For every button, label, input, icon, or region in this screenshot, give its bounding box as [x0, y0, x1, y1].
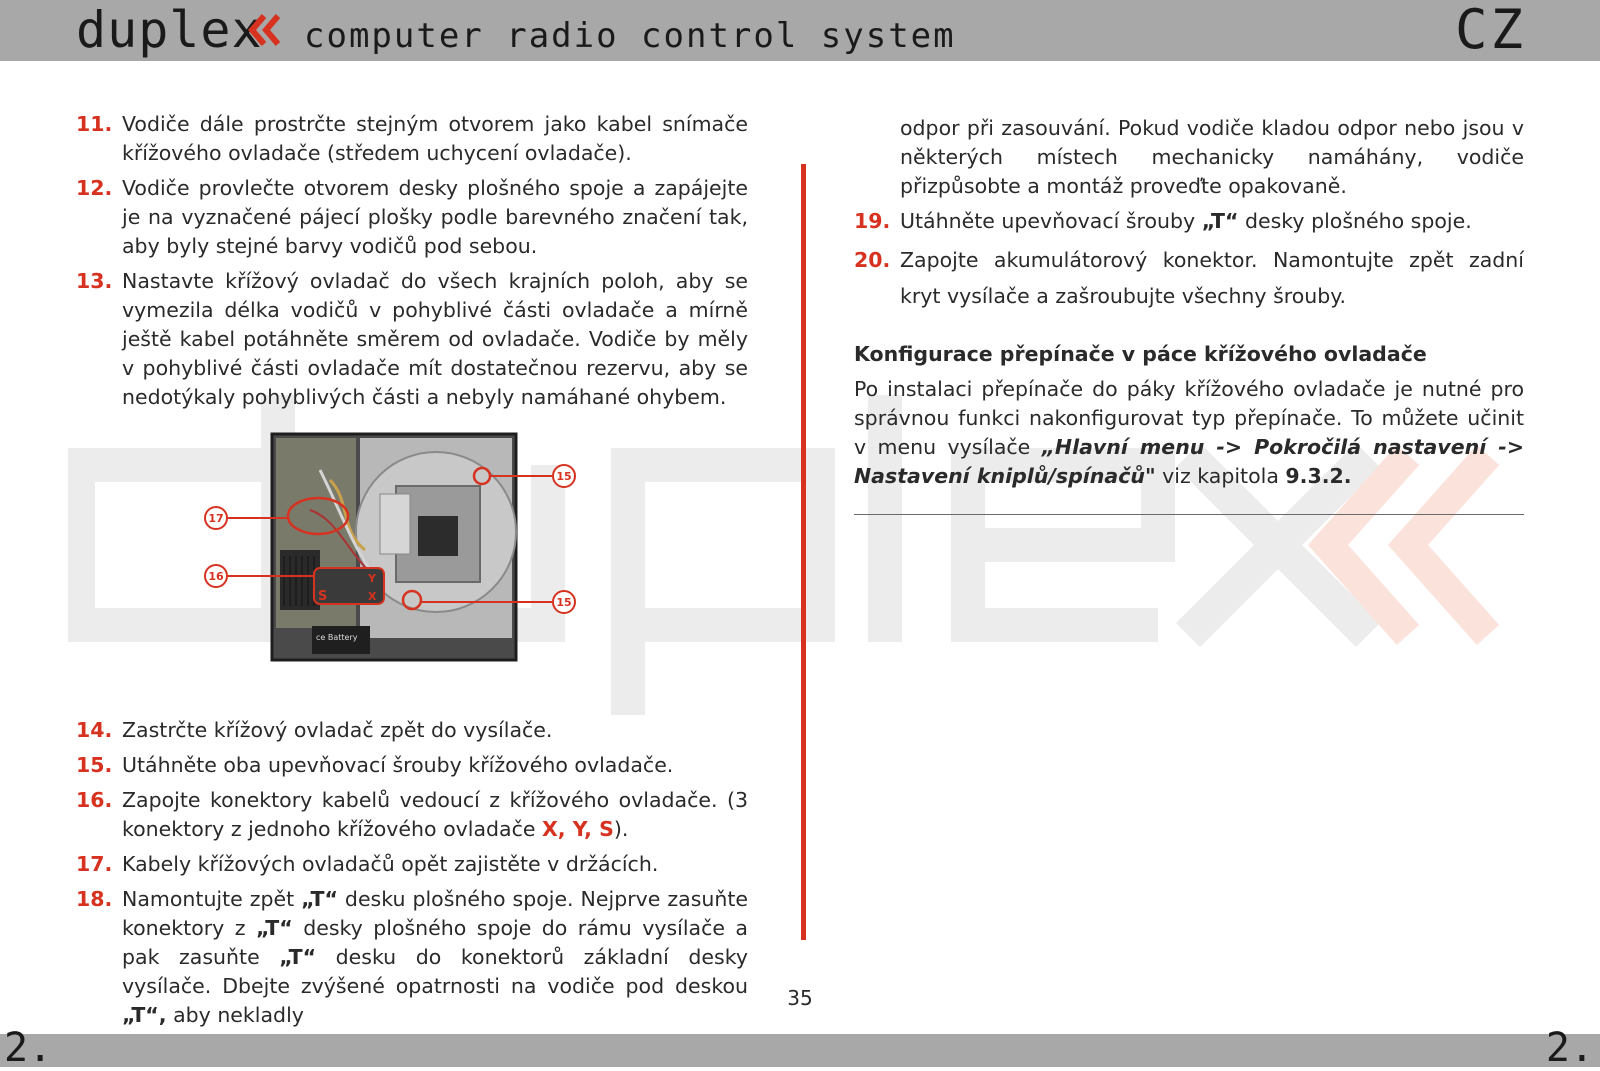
step-text: Zapojte konektory kabelů vedoucí z křížového ovladače. (3 konektory z jednoho křížového ovladače	[122, 788, 748, 841]
step-number: 19.	[854, 209, 891, 233]
step-11	[76, 110, 748, 168]
callout-15-top-label: 15	[556, 470, 572, 483]
label-x: X	[368, 590, 377, 603]
step-14	[76, 716, 748, 745]
step-13	[76, 267, 748, 412]
step-16	[76, 786, 748, 844]
step-text: Zapojte akumulátorový konektor. Namontujte zpět zadní kryt vysílače a zašroubujte všechny šrouby.	[900, 248, 1524, 308]
chapter-marker-left: 2.	[4, 1025, 53, 1071]
step-number: 16.	[76, 788, 113, 812]
page-header	[0, 0, 1600, 61]
step-text: Vodiče dále prostrčte stejným otvorem jako kabel snímače křížového ovladače (středem uchycení ovladače).	[122, 112, 748, 165]
step-15	[76, 751, 748, 780]
t-board-ref: „T“,	[122, 1003, 167, 1027]
step-19	[854, 207, 1524, 236]
paragraph-text: viz kapitola	[1155, 464, 1286, 488]
step-text: Vodiče provlečte otvorem desky plošného spoje a zapájejte je na vyznačené pájecí plošky podle barevného značení tak, aby byly stejné barvy vodičů pod sebou.	[122, 176, 748, 258]
section-paragraph	[854, 375, 1524, 491]
battery-sticker-text: ce Battery	[316, 633, 358, 642]
step-text: Utáhněte oba upevňovací šrouby křížového ovladače.	[122, 753, 674, 777]
language-code: CZ	[1454, 0, 1526, 61]
step-12	[76, 174, 748, 261]
paragraph-text: Po instalaci přepínače do páky křížového ovladače je nutné pro správnou funkci nakonfigurovat typ přepínače. To můžete učinit v menu vysílače	[854, 377, 1524, 459]
chapter-marker-right: 2.	[1545, 1025, 1594, 1071]
gimbal-center	[418, 516, 458, 556]
step-text: Nastavte křížový ovladač do všech krajních poloh, aby se vymezila délka vodičů v pohyblivé části ovladače a mírně ještě kabel potáhněte směrem od ovladače. Vodiče by měly v pohyblivé části ovladače mít dostatečnou rezervu, aby se nedotýkaly pohyblivých části a nebyly namáhané ohybem.	[122, 269, 748, 409]
step-number: 18.	[76, 887, 113, 911]
section-title: Konfigurace přepínače v páce křížového ovladače	[854, 342, 1427, 366]
t-board-ref: „T“	[1201, 209, 1239, 233]
section-rule	[854, 514, 1524, 515]
t-board-ref: „T“	[279, 945, 317, 969]
gimbal-photo-figure	[200, 420, 600, 672]
t-board-ref: „T“	[301, 887, 338, 911]
step-17	[76, 850, 748, 879]
brand-tagline: computer radio control system	[304, 16, 956, 56]
label-s: S	[318, 589, 328, 604]
t-board-ref: „T“	[255, 916, 293, 940]
page-number: 35	[787, 986, 813, 1010]
step-text-end: ).	[613, 817, 629, 841]
step-number: 20.	[854, 248, 891, 272]
chevron-double-left-icon	[244, 4, 284, 52]
step-18	[76, 885, 748, 1030]
chapter-reference: 9.3.2.	[1285, 464, 1352, 488]
step-text: desku plošného spoje. Nejprve zasuňte konektory z	[122, 887, 749, 940]
callout-16-label: 16	[208, 570, 224, 583]
menu-path: „Hlavní menu -> Pokročilá nastavení -> Nastavení kniplů/spínačů"	[854, 435, 1524, 488]
right-column	[854, 114, 1524, 491]
callout-15-bottom-label: 15	[556, 596, 572, 609]
step-number: 13.	[76, 269, 113, 293]
step-text: Kabely křížových ovladačů opět zajistěte v držácích.	[122, 852, 659, 876]
step-number: 11.	[76, 112, 113, 136]
step-18-continuation: odpor při zasouvání. Pokud vodiče kladou odpor nebo jsou v některých místech mechanicky namáhány, vodiče přizpůsobte a montáž proveďte opakovaně.	[900, 116, 1524, 198]
callout-17-label: 17	[208, 512, 224, 525]
connector-labels: X, Y, S	[542, 817, 614, 841]
step-text: desky plošného spoje.	[1238, 209, 1472, 233]
label-y: Y	[368, 572, 376, 585]
step-text: aby nekladly	[166, 1003, 304, 1027]
column-divider	[801, 164, 806, 940]
step-text: Utáhněte upevňovací šrouby	[900, 209, 1202, 233]
step-text: Namontujte zpět	[122, 887, 302, 911]
step-number: 17.	[76, 852, 113, 876]
brand-chevron-icon	[244, 4, 284, 62]
step-text: desky plošného spoje do rámu vysílače a pak zasuňte	[122, 916, 748, 969]
brand-logo-text: duplex	[76, 1, 263, 59]
page-footer	[0, 1025, 1600, 1071]
step-number: 15.	[76, 753, 113, 777]
step-20	[854, 242, 1524, 314]
step-number: 12.	[76, 176, 113, 200]
step-number: 14.	[76, 718, 113, 742]
step-text: Zastrčte křížový ovladač zpět do vysílače.	[122, 718, 553, 742]
step-text: desku do konektorů základní desky vysílače. Dbejte zvýšené opatrnosti na vodiče pod deskou	[122, 945, 748, 998]
